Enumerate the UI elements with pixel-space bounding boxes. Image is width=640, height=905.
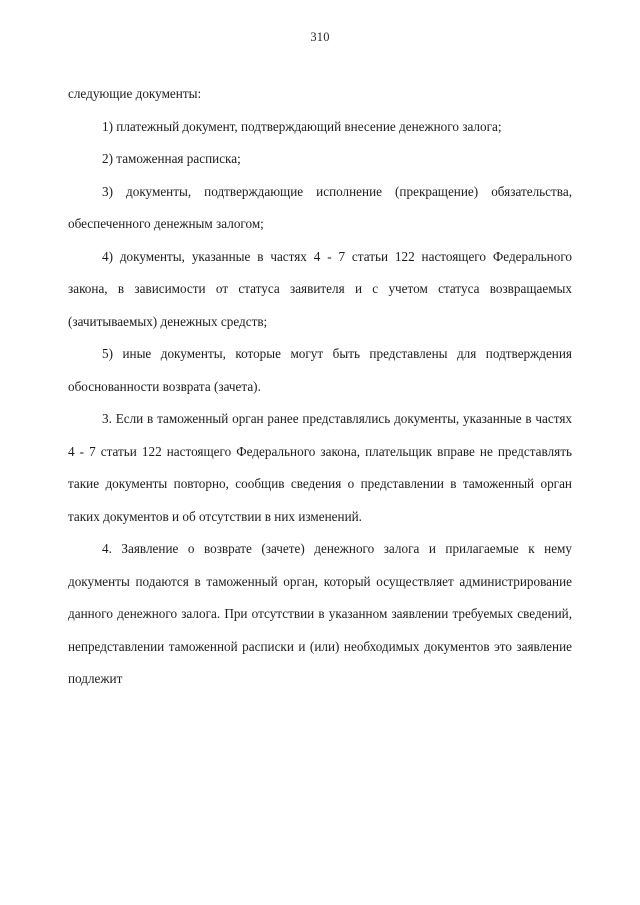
paragraph: следующие документы:: [68, 86, 202, 101]
paragraph: 4. Заявление о возврате (зачете) денежного залога и прилагаемые к нему документы подаются в таможенный орган, который осуществляет администрирование данного денежного залога. При отсутствии в указанном заявлении требуемых сведений, непредставлении таможенной расписки и (или) необходимых документов это заявление подлежит: [68, 541, 572, 686]
paragraph: 3. Если в таможенный орган ранее представлялись документы, указанные в частях 4 - 7 статьи 122 настоящего Федерального закона, плательщик вправе не представлять такие документы повторно, сообщив сведения о представлении в таможенный орган таких документов и об отсутствии в них изменений.: [68, 411, 572, 524]
document-body: [68, 78, 572, 696]
paragraph: 2) таможенная расписка;: [102, 151, 241, 166]
paragraph: 1) платежный документ, подтверждающий внесение денежного залога;: [102, 118, 502, 134]
page-number: 310: [310, 30, 330, 44]
paragraph: 5) иные документы, которые могут быть представлены для подтверждения обоснованности возврата (зачета).: [68, 346, 572, 394]
paragraph: 3) документы, подтверждающие исполнение (прекращение) обязательства, обеспеченного денежным залогом;: [68, 183, 572, 231]
paragraph: 4) документы, указанные в частях 4 - 7 статьи 122 настоящего Федерального закона, в зависимости от статуса заявителя и с учетом статуса возвращаемых (зачитываемых) денежных средств;: [68, 248, 572, 329]
